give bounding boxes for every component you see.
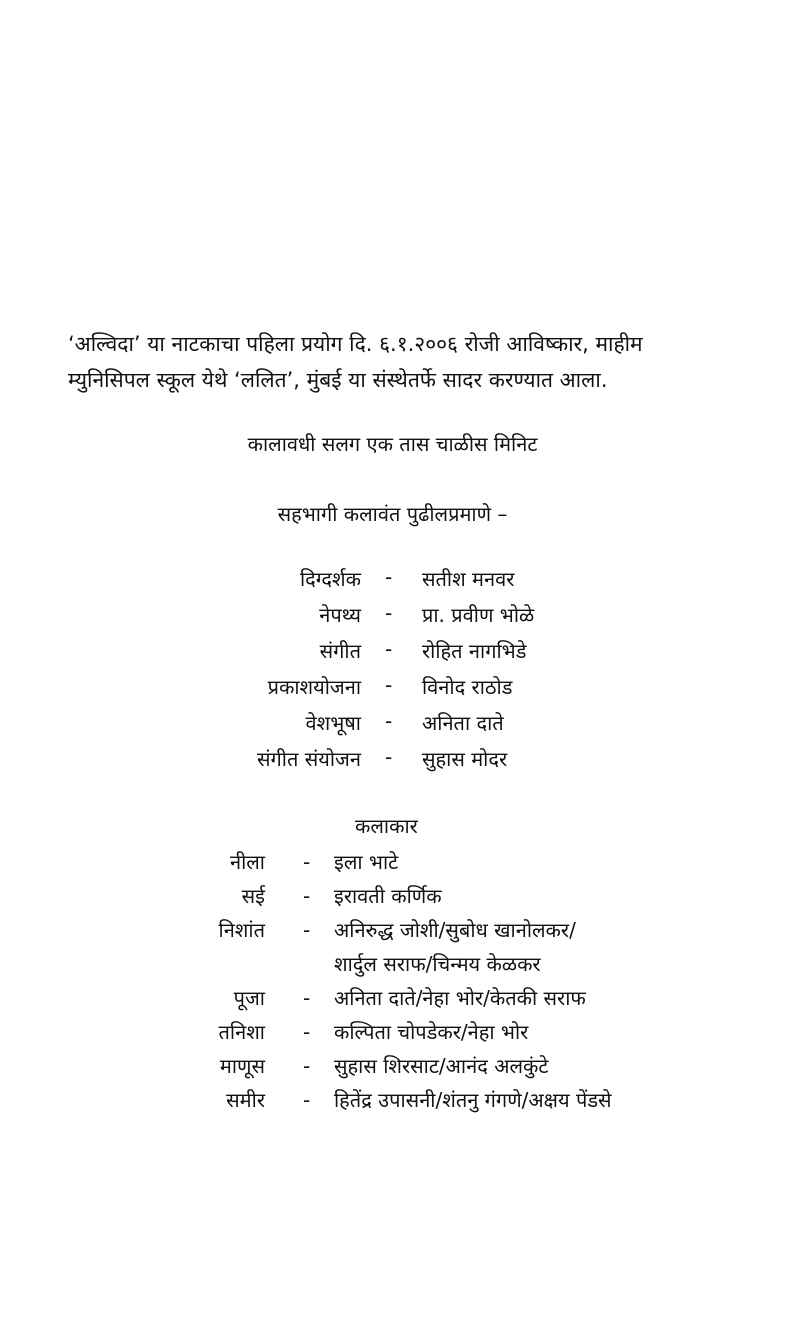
cast-names: [334, 981, 785, 1015]
crew-name: विनोद राठोड: [422, 675, 513, 699]
cast-dash: -: [303, 986, 311, 1010]
cast-role: निशांत: [218, 918, 265, 942]
cast-dash: -: [303, 884, 311, 908]
crew-dash: -: [385, 673, 393, 697]
cast-name-line: शार्दुल सराफ/चिन्मय केळकर: [334, 952, 541, 976]
cast-names: [334, 1083, 785, 1117]
cast-names: [334, 879, 785, 913]
cast-row: [0, 1015, 785, 1049]
cast-row: [0, 1083, 785, 1117]
duration-text: कालावधी सलग एक तास चाळीस मिनिट: [247, 432, 538, 456]
crew-name: सतीश मनवर: [422, 567, 515, 591]
crew-role: प्रकाशयोजना: [267, 675, 361, 699]
crew-row: [0, 673, 785, 709]
cast-dash: -: [303, 1054, 311, 1078]
crew-role: संगीत संयोजन: [257, 747, 361, 771]
cast-names: [334, 1015, 785, 1049]
cast-dash: -: [303, 850, 311, 874]
crew-name: प्रा. प्रवीण भोळे: [422, 603, 535, 627]
crew-name: अनिता दाते: [422, 711, 504, 735]
cast-role: समीर: [226, 1088, 265, 1112]
intro-paragraph: [68, 326, 748, 398]
crew-role: नेपथ्य: [319, 603, 361, 627]
cast-row: [0, 981, 785, 1015]
crew-dash: -: [385, 601, 393, 625]
crew-dash: -: [385, 565, 393, 589]
crew-row: [0, 601, 785, 637]
cast-dash: -: [303, 918, 311, 942]
cast-name-line: अनिता दाते/नेहा भोर/केतकी सराफ: [334, 986, 586, 1010]
crew-name: सुहास मोदर: [422, 747, 508, 771]
cast-row: [0, 879, 785, 913]
crew-row: [0, 709, 785, 745]
cast-row: [0, 845, 785, 879]
crew-role: वेशभूषा: [305, 711, 361, 735]
crew-role: दिग्दर्शक: [300, 567, 361, 591]
crew-dash: -: [385, 709, 393, 733]
intro-line-1: ‘अल्विदा’ या नाटकाचा पहिला प्रयोग दि. ६.१.२००६ रोजी आविष्कार, माहीम: [68, 332, 643, 356]
cast-name-line: अनिरुद्ध जोशी/सुबोध खानोलकर/: [334, 918, 576, 942]
cast-row: [0, 1049, 785, 1083]
cast-role: तनिशा: [218, 1020, 265, 1044]
crew-row: [0, 637, 785, 673]
crew-dash: -: [385, 637, 393, 661]
cast-name-line: सुहास शिरसाट/आनंद अलकुंटे: [334, 1054, 549, 1078]
cast-row: [0, 913, 785, 981]
cast-role: सई: [241, 884, 265, 908]
cast-names: [334, 1049, 785, 1083]
cast-name-line: इरावती कर्णिक: [334, 884, 442, 908]
cast-role: पूजा: [233, 986, 265, 1010]
cast-dash: -: [303, 1020, 311, 1044]
crew-row: [0, 565, 785, 601]
cast-name-line: हितेंद्र उपासनी/शंतनु गंगणे/अक्षय पेंडसे: [334, 1088, 612, 1112]
cast-names: [334, 845, 785, 879]
crew-dash: -: [385, 745, 393, 769]
cast-heading: कलाकार: [355, 814, 418, 838]
cast-role: नीला: [229, 850, 265, 874]
cast-names: [334, 913, 785, 981]
crew-list: [0, 565, 785, 781]
cast-name-line: इला भाटे: [334, 850, 399, 874]
intro-line-2: म्युनिसिपल स्कूल येथे ‘ललित’, मुंबई या संस्थेतर्फे सादर करण्यात आला.: [68, 368, 608, 392]
crew-row: [0, 745, 785, 781]
cast-list: [0, 845, 785, 1117]
cast-dash: -: [303, 1088, 311, 1112]
crew-role: संगीत: [319, 639, 361, 663]
cast-role: माणूस: [219, 1054, 265, 1078]
crew-name: रोहित नागभिडे: [422, 639, 527, 663]
participants-heading: सहभागी कलावंत पुढीलप्रमाणे –: [277, 502, 508, 526]
cast-name-line: कल्पिता चोपडेकर/नेहा भोर: [334, 1020, 529, 1044]
